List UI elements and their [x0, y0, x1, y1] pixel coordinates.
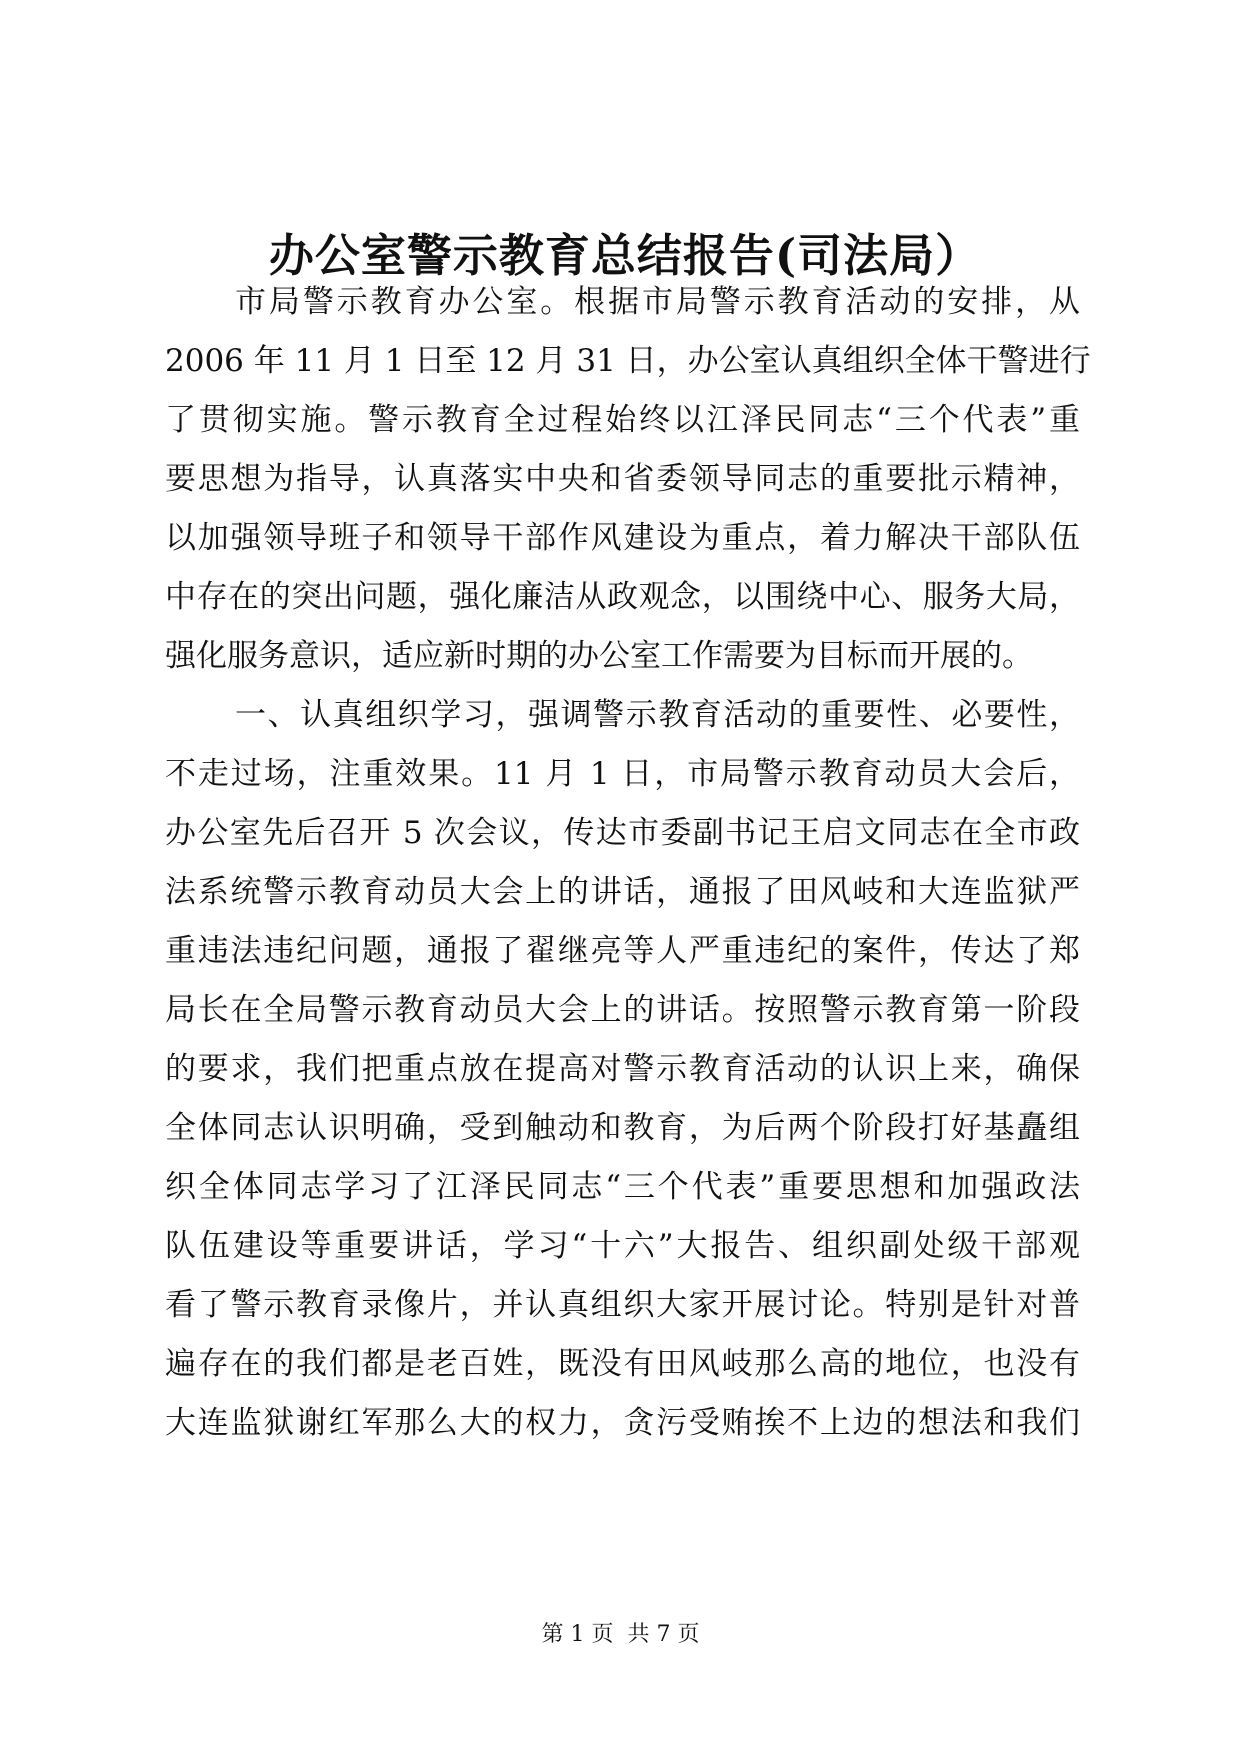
body-line: 了贯彻实施。警示教育全过程始终以江泽民同志“三个代表”重 — [165, 402, 1080, 438]
body-line: 以加强领导班子和领导干部作风建设为重点，着力解决干部队伍 — [165, 520, 1080, 556]
body-line: 重违法违纪问题，通报了翟继亮等人严重违纪的案件，传达了郑 — [165, 933, 1080, 969]
body-line: 市局警示教育办公室。根据市局警示教育活动的安排，从 — [235, 284, 1080, 320]
body-line: 局长在全局警示教育动员大会上的讲话。按照警示教育第一阶段 — [165, 992, 1080, 1028]
body-line: 不走过场，注重效果。11 月 1 日，市局警示教育动员大会后， — [165, 756, 1080, 792]
body-line: 一、认真组织学习，强调警示教育活动的重要性、必要性， — [235, 697, 1080, 733]
body-line: 全体同志认识明确，受到触动和教育，为后两个阶段打好基矗组 — [165, 1110, 1080, 1146]
body-line: 2006 年 11 月 1 日至 12 月 31 日，办公室认真组织全体干警进行 — [165, 343, 1091, 379]
body-line: 队伍建设等重要讲话，学习“十六”大报告、组织副处级干部观 — [165, 1228, 1080, 1264]
body-line: 织全体同志学习了江泽民同志“三个代表”重要思想和加强政法 — [165, 1169, 1080, 1205]
body-line: 强化服务意识，适应新时期的办公室工作需要为目标而开展的。 — [165, 638, 1033, 674]
body-line: 看了警示教育录像片，并认真组织大家开展讨论。特别是针对普 — [165, 1287, 1080, 1323]
body-line: 办公室先后召开 5 次会议，传达市委副书记王启文同志在全市政 — [165, 815, 1080, 851]
body-line: 法系统警示教育动员大会上的讲话，通报了田风岐和大连监狱严 — [165, 874, 1080, 910]
body-line: 遍存在的我们都是老百姓，既没有田风岐那么高的地位，也没有 — [165, 1346, 1080, 1382]
body-line: 的要求，我们把重点放在提高对警示教育活动的认识上来，确保 — [165, 1051, 1080, 1087]
body-line: 中存在的突出问题，强化廉洁从政观念，以围绕中心、服务大局， — [165, 579, 1080, 615]
body-line: 大连监狱谢红军那么大的权力，贪污受贿挨不上边的想法和我们 — [165, 1405, 1080, 1441]
page-number: 第 1 页 共 7 页 — [541, 1622, 700, 1647]
body-line: 要思想为指导，认真落实中央和省委领导同志的重要批示精神， — [165, 461, 1080, 497]
document-title: 办公室警示教育总结报告(司法局） — [268, 229, 982, 282]
